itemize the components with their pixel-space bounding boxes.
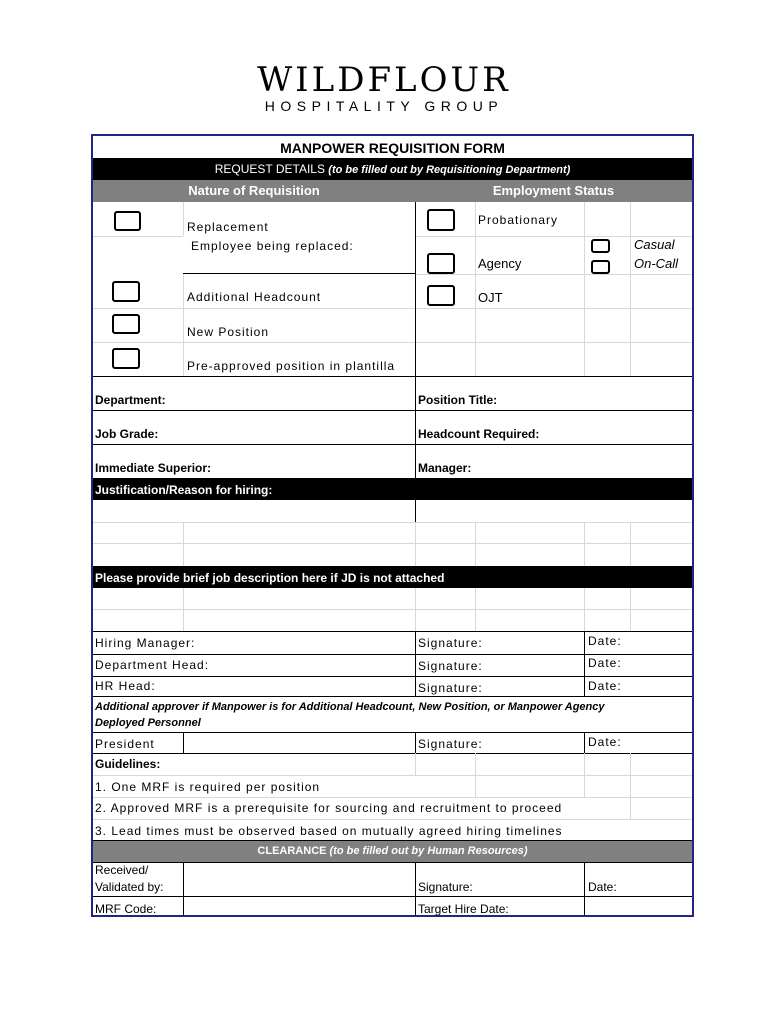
nature-of-requisition-header: Nature of Requisition [188,183,320,198]
clearance-bar [93,841,692,862]
casual-label: Casual [634,237,675,252]
request-details-note: (to be filled out by Requisitioning Department) [328,164,571,176]
president-signature-label: Signature: [418,737,483,751]
employment-status-header: Employment Status [492,183,615,198]
clearance-signature-label: Signature: [418,880,473,894]
employee-replaced-label: Employee being replaced: [191,239,354,253]
president-label: President [95,737,155,751]
position-title-label: Position Title: [418,393,498,407]
headcount-required-label: Headcount Required: [418,427,540,441]
job-description-label: Please provide brief job description here if JD is not attached [95,571,445,585]
immediate-superior-label: Immediate Superior: [95,461,212,475]
hr-head-label: HR Head: [95,679,156,693]
company-logo-subtitle: HOSPITALITY GROUP [264,98,504,114]
hiring-manager-label: Hiring Manager: [95,636,196,650]
guideline-item-1: 1. One MRF is required per position [95,780,321,794]
guideline-item-2: 2. Approved MRF is a prerequisite for sourcing and recruitment to proceed [95,801,563,815]
agency-label: Agency [478,256,522,271]
additional-headcount-label: Additional Headcount [187,290,322,304]
clearance-label: CLEARANCE [257,845,327,857]
clearance-note: (to be filled out by Human Resources) [329,845,528,857]
department-head-date-label: Date: [588,656,622,670]
manager-label: Manager: [418,461,472,475]
hr-head-signature-label: Signature: [418,681,483,695]
casual-checkbox[interactable] [591,239,610,253]
guidelines-title: Guidelines: [95,757,161,771]
probationary-label: Probationary [478,213,559,227]
company-logo-name: WILDFLOUR [257,60,511,100]
probationary-checkbox[interactable] [427,209,455,231]
request-details-label: REQUEST DETAILS [214,162,325,176]
job-grade-label: Job Grade: [95,427,159,441]
oncall-checkbox[interactable] [591,260,610,274]
guideline-item-3: 3. Lead times must be observed based on mutually agreed hiring timelines [95,824,563,838]
ojt-label: OJT [478,290,503,305]
department-head-label: Department Head: [95,658,210,672]
received-label-line2: Validated by: [95,880,164,894]
justification-label: Justification/Reason for hiring: [95,483,273,497]
preapproved-label: Pre-approved position in plantilla [187,359,396,373]
hiring-manager-signature-label: Signature: [418,636,483,650]
section-header-bar [93,180,692,202]
hr-head-date-label: Date: [588,679,622,693]
agency-checkbox[interactable] [427,253,455,274]
oncall-label: On-Call [634,256,679,271]
request-details-bar [93,158,692,180]
president-date-label: Date: [588,735,622,749]
hiring-manager-date-label: Date: [588,634,622,648]
replacement-label: Replacement [187,220,269,234]
new-position-label: New Position [187,325,270,339]
new-position-checkbox[interactable] [112,314,140,334]
target-hire-date-label: Target Hire Date: [418,902,509,916]
additional-headcount-checkbox[interactable] [112,281,140,302]
clearance-date-label: Date: [588,880,617,894]
department-head-signature-label: Signature: [418,659,483,673]
additional-approver-note: Additional approver if Manpower is for Additional Headcount, New Position, or Manpower Agency Deployed Personnel [95,701,605,729]
ojt-checkbox[interactable] [427,285,455,306]
mrf-code-label: MRF Code: [95,902,157,916]
department-label: Department: [95,393,166,407]
received-label-line1: Received/ [95,863,149,877]
replacement-checkbox[interactable] [114,211,141,231]
preapproved-checkbox[interactable] [112,348,140,369]
form-title: MANPOWER REQUISITION FORM [280,140,505,156]
manpower-requisition-form [91,134,694,917]
